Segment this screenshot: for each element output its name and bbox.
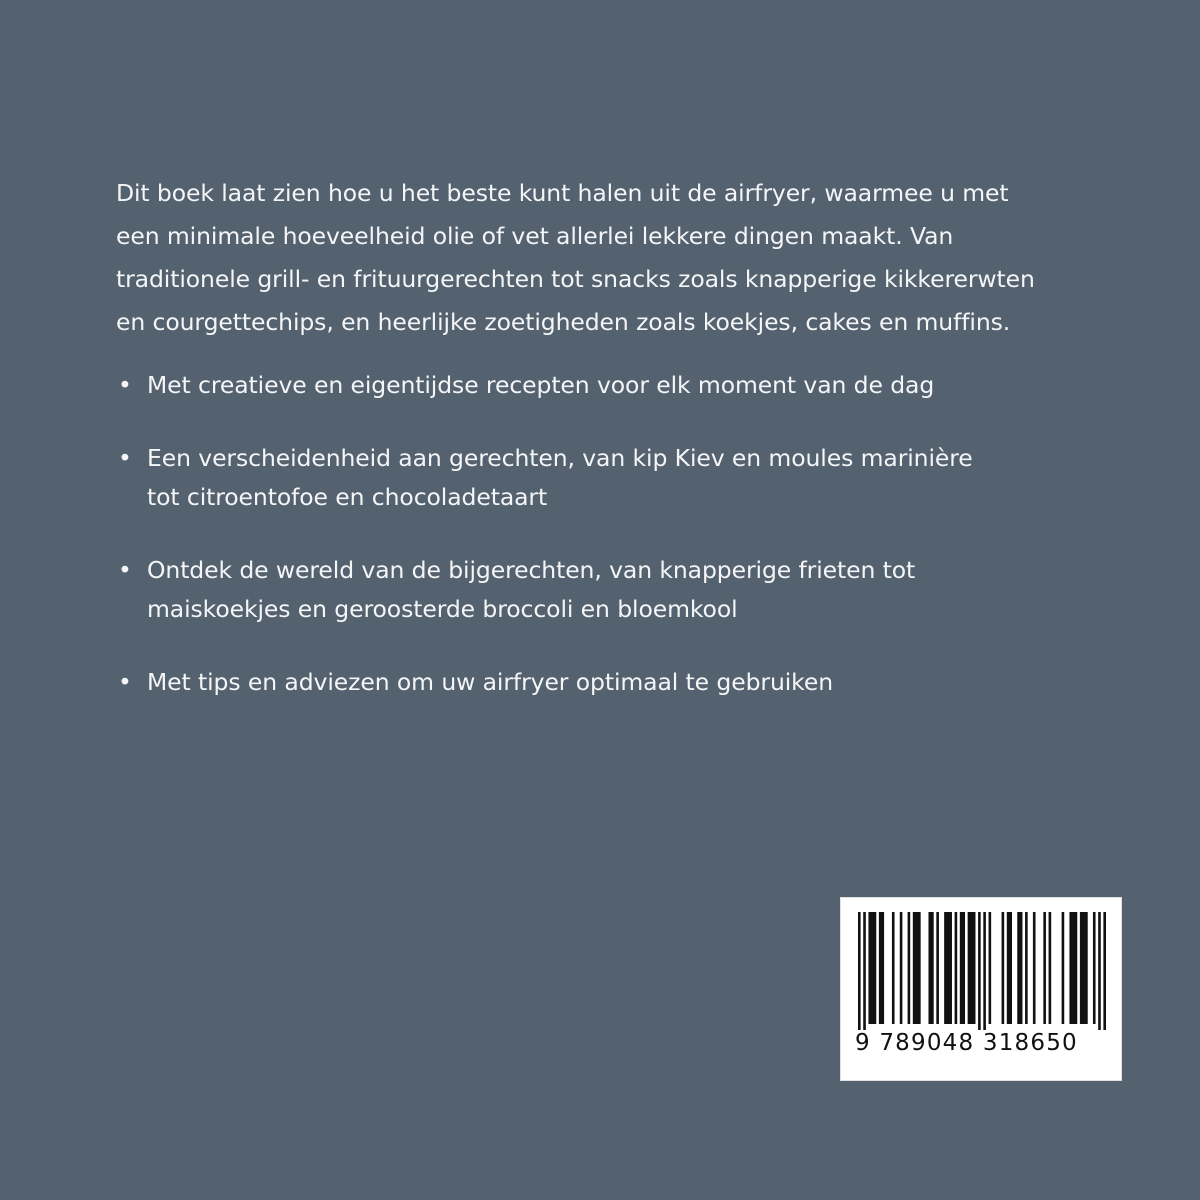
barcode-bar bbox=[1033, 912, 1036, 1024]
barcode-bar bbox=[879, 912, 884, 1024]
barcode-bar bbox=[868, 912, 876, 1024]
barcode-bar bbox=[983, 912, 986, 1030]
feature-text: tot citroentofoe en chocoladetaart bbox=[147, 483, 548, 511]
feature-text: Met tips en adviezen om uw airfryer optimaal te gebruiken bbox=[147, 668, 834, 696]
isbn-barcode bbox=[840, 897, 1122, 1081]
barcode-bar bbox=[858, 912, 861, 1030]
barcode-bar bbox=[900, 912, 903, 1024]
barcode-bar bbox=[1049, 912, 1052, 1024]
intro-line: en courgettechips, en heerlijke zoetigheden zoals koekjes, cakes en muffins. bbox=[116, 308, 1011, 336]
barcode-bar bbox=[908, 912, 911, 1024]
barcode-bar bbox=[1025, 912, 1028, 1024]
barcode-bar bbox=[1007, 912, 1012, 1024]
barcode-bar bbox=[863, 912, 866, 1030]
bullet-icon: • bbox=[118, 668, 132, 696]
feature-text: maiskoekjes en geroosterde broccoli en bloemkool bbox=[147, 595, 738, 623]
barcode-bar bbox=[913, 912, 921, 1024]
feature-item bbox=[116, 439, 1116, 517]
barcode-bar bbox=[1062, 912, 1065, 1024]
feature-text: Een verscheidenheid aan gerechten, van kip Kiev en moules marinière bbox=[147, 444, 973, 472]
isbn-number: 9 789048 318650 bbox=[855, 1030, 1078, 1056]
intro-line: Dit boek laat zien hoe u het beste kunt halen uit de airfryer, waarmee u met bbox=[116, 179, 1009, 207]
bullet-icon: • bbox=[118, 371, 132, 399]
barcode-bar bbox=[1103, 912, 1106, 1030]
barcode-bar bbox=[892, 912, 895, 1024]
intro-paragraph bbox=[116, 172, 1116, 344]
barcode-bar bbox=[1043, 912, 1046, 1024]
feature-text: Met creatieve en eigentijdse recepten voor elk moment van de dag bbox=[147, 371, 935, 399]
feature-list bbox=[116, 366, 1116, 736]
barcode-bar bbox=[1093, 912, 1096, 1024]
feature-item bbox=[116, 663, 1116, 702]
bullet-icon: • bbox=[118, 556, 132, 584]
barcode-bar bbox=[1002, 912, 1005, 1024]
barcode-bar bbox=[1017, 912, 1022, 1024]
barcode-bar bbox=[944, 912, 952, 1024]
barcode-bar bbox=[1098, 912, 1101, 1030]
feature-text: Ontdek de wereld van de bijgerechten, van knapperige frieten tot bbox=[147, 556, 916, 584]
barcode-bar bbox=[978, 912, 981, 1030]
intro-line: een minimale hoeveelheid olie of vet allerlei lekkere dingen maakt. Van bbox=[116, 222, 954, 250]
barcode-bar bbox=[928, 912, 933, 1024]
intro-line: traditionele grill- en frituurgerechten tot snacks zoals knapperige kikkererwten bbox=[116, 265, 1035, 293]
barcode-bar bbox=[989, 912, 992, 1024]
barcode-bar bbox=[968, 912, 976, 1024]
barcode-bar bbox=[960, 912, 965, 1024]
feature-item bbox=[116, 551, 1116, 629]
barcode-bar bbox=[936, 912, 939, 1024]
barcode-icon bbox=[858, 912, 1106, 1030]
barcode-bar bbox=[1080, 912, 1088, 1024]
bullet-icon: • bbox=[118, 444, 132, 472]
barcode-bar bbox=[955, 912, 958, 1024]
barcode-bar bbox=[1069, 912, 1077, 1024]
feature-item bbox=[116, 366, 1116, 405]
